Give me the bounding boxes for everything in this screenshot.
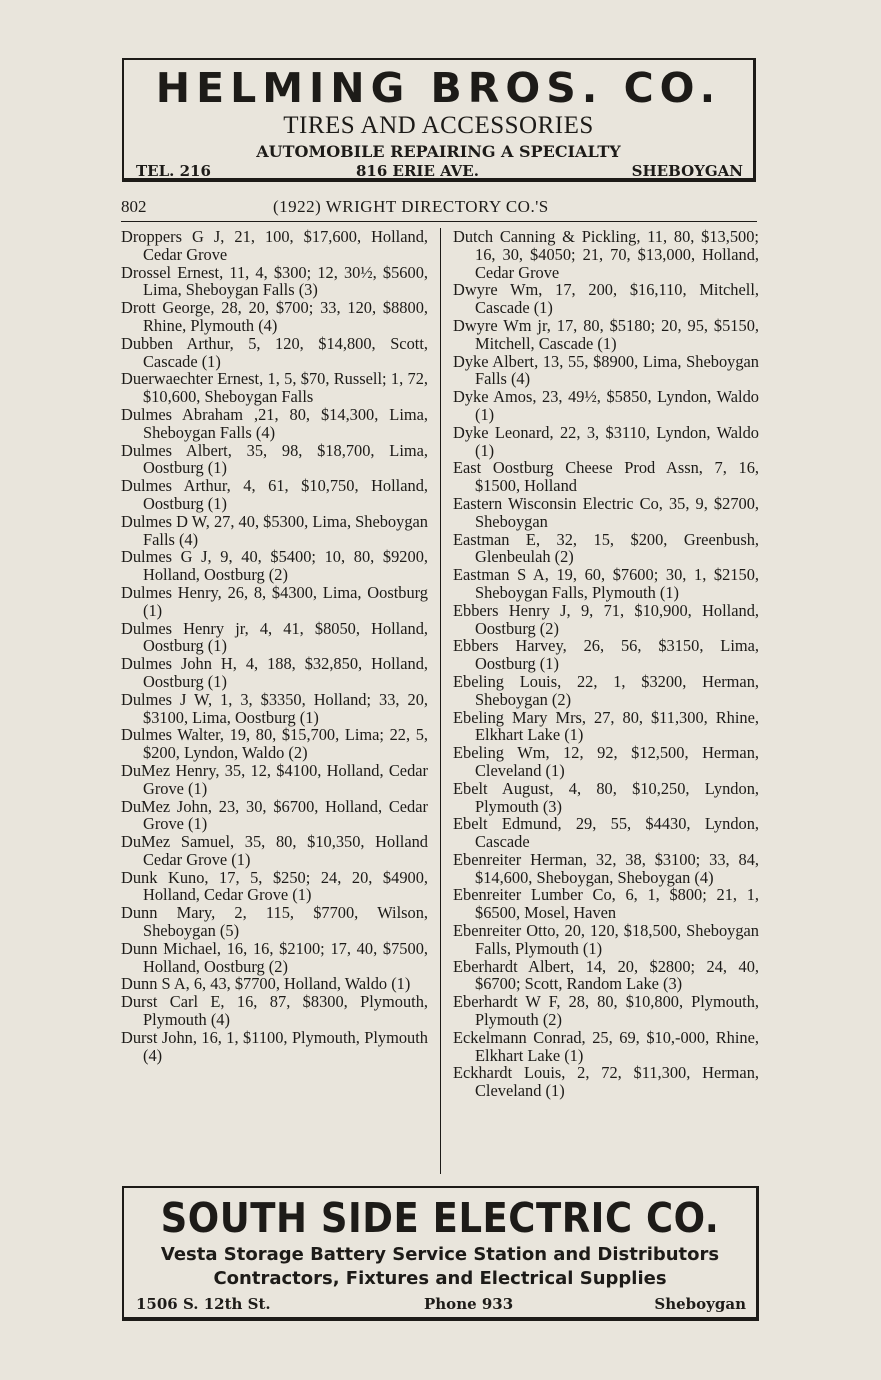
left-column [121,228,428,1064]
directory-entry: Eberhardt W F, 28, 80, $10,800, Plymouth, Plymouth (2) [453,992,759,1030]
directory-entry: Eastman S A, 19, 60, $7600; 30, 1, $2150, Sheboygan Falls, Plymouth (1) [453,565,759,602]
directory-entry: DuMez Henry, 35, 12, $4100, Holland, Cedar Grove (1) [121,760,428,798]
directory-entry: Ebenreiter Otto, 20, 120, $18,500, Sheboygan Falls, Plymouth (1) [453,921,759,958]
directory-entry: Dulmes Albert, 35, 98, $18,700, Lima, Oostburg (1) [121,440,428,478]
directory-entry: Dulmes J W, 1, 3, $3350, Holland; 33, 20, $3100, Lima, Oostburg (1) [121,689,428,727]
directory-entry: Dunn S A, 6, 43, $7700, Holland, Waldo (1) [121,974,411,994]
directory-entry: Duerwaechter Ernest, 1, 5, $70, Russell; 1, 72, $10,600, Sheboygan Falls [121,369,428,407]
ad-address: 816 ERIE AVE. [356,162,479,180]
directory-entry: Ebenreiter Herman, 32, 38, $3100; 33, 84, $14,600, Sheboygan, Sheboygan (4) [453,849,759,887]
directory-entry: East Oostburg Cheese Prod Assn, 7, 16, $1500, Holland [453,458,759,496]
directory-entry: Ebelt Edmund, 29, 55, $4430, Lyndon, Cascade [453,814,759,852]
directory-entry: Dyke Albert, 13, 55, $8900, Lima, Sheboygan Falls (4) [453,351,759,389]
directory-entry: Dulmes John H, 4, 188, $32,850, Holland, Oostburg (1) [121,654,428,691]
running-head [121,196,757,218]
south-side-electric-advertisement [122,1186,759,1321]
directory-entry: Ebeling Louis, 22, 1, $3200, Herman, Sheboygan (2) [453,671,759,709]
directory-entry: Dunn Mary, 2, 115, $7700, Wilson, Sheboygan (5) [121,903,428,941]
directory-entry: Eckhardt Louis, 2, 72, $11,300, Herman, Cleveland (1) [453,1063,759,1101]
directory-entry: Dulmes Henry, 26, 8, $4300, Lima, Oostburg (1) [121,582,428,620]
helming-bros-advertisement [122,58,756,182]
ad-company-name: SOUTH SIDE ELECTRIC CO. [160,1194,720,1243]
page-number: 802 [121,197,147,216]
directory-entry: DuMez Samuel, 35, 80, $10,350, Holland Cedar Grove (1) [121,832,428,869]
header-rule [121,221,757,222]
directory-entry: Droppers G J, 21, 100, $17,600, Holland, Cedar Grove [121,227,428,264]
directory-entry: Dulmes Henry jr, 4, 41, $8050, Holland, Oostburg (1) [121,618,428,656]
ad-city: SHEBOYGAN [631,162,743,180]
ad-tagline: TIRES AND ACCESSORIES [283,112,594,139]
directory-entry: Dulmes Abraham ,21, 80, $14,300, Lima, Sheboygan Falls (4) [121,404,428,442]
directory-entry: Drossel Ernest, 11, 4, $300; 12, 30½, $5600, Lima, Sheboygan Falls (3) [121,262,428,300]
directory-entry: Durst John, 16, 1, $1100, Plymouth, Plymouth (4) [121,1027,428,1065]
directory-entry: Dulmes D W, 27, 40, $5300, Lima, Sheboygan Falls (4) [121,511,428,549]
directory-entry: Ebenreiter Lumber Co, 6, 1, $800; 21, 1, $6500, Mosel, Haven [453,885,759,923]
directory-entry: Dwyre Wm, 17, 200, $16,110, Mitchell, Cascade (1) [453,280,759,318]
directory-entry: Ebbers Harvey, 26, 56, $3150, Lima, Oostburg (1) [453,636,759,674]
directory-entry: Dulmes Walter, 19, 80, $15,700, Lima; 22, 5, $200, Lyndon, Waldo (2) [121,725,428,763]
directory-entry: Ebeling Mary Mrs, 27, 80, $11,300, Rhine, Elkhart Lake (1) [453,707,759,745]
directory-entry: Dubben Arthur, 5, 120, $14,800, Scott, Cascade (1) [121,333,428,371]
ad-address: 1506 S. 12th St. [136,1295,271,1313]
ad-telephone: Phone 933 [424,1295,514,1313]
directory-entry: Dulmes G J, 9, 40, $5400; 10, 80, $9200, Holland, Oostburg (2) [121,547,428,585]
directory-entry: Dwyre Wm jr, 17, 80, $5180; 20, 95, $5150, Mitchell, Cascade (1) [453,315,759,353]
ad-contact-row [136,162,743,180]
column-divider [440,228,441,1174]
directory-entry: Drott George, 28, 20, $700; 33, 120, $8800, Rhine, Plymouth (4) [121,298,428,335]
directory-entry: Eastman E, 32, 15, $200, Greenbush, Glenbeulah (2) [453,529,759,567]
directory-entry: Eastern Wisconsin Electric Co, 35, 9, $2700, Sheboygan [453,493,759,531]
ad-services-line: Vesta Storage Battery Service Station and Distributors [160,1244,720,1265]
ad-products-line: Contractors, Fixtures and Electrical Supplies [213,1268,667,1289]
ad-specialty: AUTOMOBILE REPAIRING A SPECIALTY [256,142,621,161]
right-column [453,228,759,1100]
directory-entry: Dulmes Arthur, 4, 61, $10,750, Holland, Oostburg (1) [121,476,428,513]
directory-entry: Dunn Michael, 16, 16, $2100; 17, 40, $7500, Holland, Oostburg (2) [121,938,428,976]
directory-entry: Dyke Leonard, 22, 3, $3110, Lyndon, Waldo (1) [453,422,759,460]
directory-entry: Eckelmann Conrad, 25, 69, $10,-000, Rhine, Elkhart Lake (1) [453,1027,759,1065]
ad-contact-row [136,1294,746,1314]
directory-entry: Dunk Kuno, 17, 5, $250; 24, 20, $4900, Holland, Cedar Grove (1) [121,867,428,905]
ad-city: Sheboygan [654,1295,746,1313]
ad-telephone: TEL. 216 [136,162,211,180]
directory-entry: Durst Carl E, 16, 87, $8300, Plymouth, Plymouth (4) [121,992,428,1030]
directory-entry: Eberhardt Albert, 14, 20, $2800; 24, 40, $6700; Scott, Random Lake (3) [453,956,759,994]
directory-entry: Ebelt August, 4, 80, $10,250, Lyndon, Plymouth (3) [453,778,759,816]
directory-entry: Ebbers Henry J, 9, 71, $10,900, Holland, Oostburg (2) [453,600,759,638]
directory-entry: Ebeling Wm, 12, 92, $12,500, Herman, Cleveland (1) [453,743,759,780]
directory-title: (1922) WRIGHT DIRECTORY CO.'S [273,197,549,216]
directory-entry: DuMez John, 23, 30, $6700, Holland, Cedar Grove (1) [121,796,428,834]
ad-company-name: HELMING BROS. CO. [155,64,722,112]
directory-entry: Dutch Canning & Pickling, 11, 80, $13,500; 16, 30, $4050; 21, 70, $13,000, Holland, Cedar Grove [453,227,759,282]
directory-entry: Dyke Amos, 23, 49½, $5850, Lyndon, Waldo (1) [453,387,759,424]
